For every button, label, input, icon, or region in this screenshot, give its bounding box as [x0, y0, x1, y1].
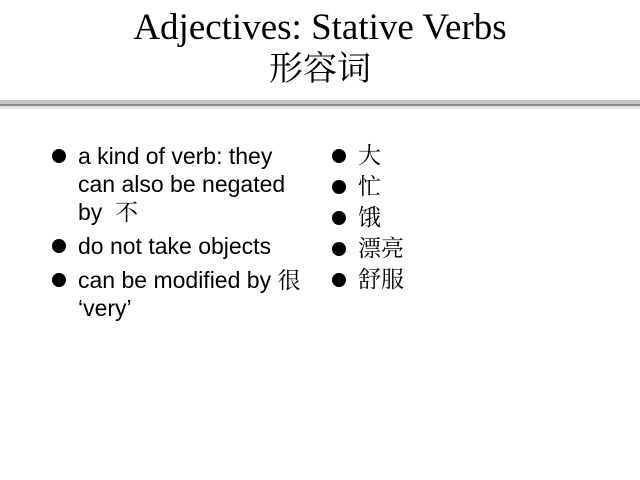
bullet-dot-icon	[52, 239, 66, 253]
bullet-dot-icon	[332, 242, 346, 256]
bullet-text: 饿	[358, 205, 381, 231]
bullet-text: 漂亮	[358, 236, 404, 262]
slide-title-chinese: 形容词	[269, 49, 371, 89]
bullet-dot-icon	[52, 149, 66, 163]
title-divider-bottom	[0, 106, 640, 109]
list-item	[52, 266, 314, 322]
list-item	[332, 173, 452, 201]
bullet-text: 大	[358, 143, 381, 169]
list-item	[332, 204, 452, 232]
left-bullet-list	[52, 142, 314, 328]
list-item	[332, 235, 452, 263]
list-item	[332, 266, 452, 294]
bullet-text: 舒服	[358, 267, 404, 293]
bullet-text: do not take objects	[78, 233, 272, 259]
bullet-text: a kind of verb: they can also be negated by 不	[78, 143, 292, 225]
bullet-dot-icon	[52, 273, 66, 287]
bullet-dot-icon	[332, 149, 346, 163]
bullet-text: 忙	[358, 174, 381, 200]
title-block	[0, 8, 640, 89]
bullet-dot-icon	[332, 180, 346, 194]
slide-title: Adjectives: Stative Verbs	[133, 7, 507, 48]
list-item	[52, 232, 314, 260]
list-item	[332, 142, 452, 170]
bullet-dot-icon	[332, 273, 346, 287]
bullet-dot-icon	[332, 211, 346, 225]
right-bullet-list	[332, 142, 452, 297]
list-item	[52, 142, 314, 226]
bullet-text: can be modified by 很 ‘very’	[78, 267, 307, 321]
